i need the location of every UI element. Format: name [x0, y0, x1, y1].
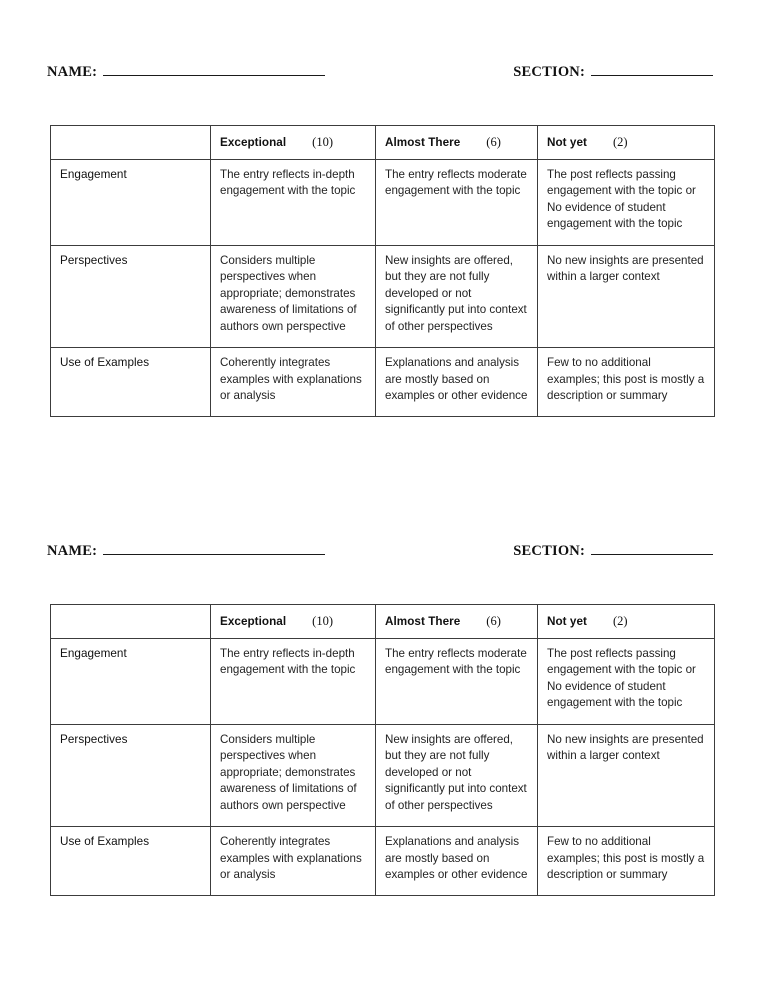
rubric-header-row [51, 605, 715, 639]
section-blank-line[interactable] [591, 64, 713, 76]
column-label: Not yet [547, 136, 587, 149]
rubric-header-not-yet [538, 605, 715, 639]
name-blank-line[interactable] [103, 64, 325, 76]
column-label: Almost There [385, 136, 461, 149]
name-field-group [47, 543, 325, 560]
rubric-table [50, 125, 715, 417]
criterion-descriptor: The post reflects passing engagement with the topic or No evidence of student engagement with the topic [538, 639, 715, 725]
section-label: SECTION: [513, 543, 585, 559]
criterion-label: Use of Examples [51, 348, 211, 417]
name-blank-line[interactable] [103, 543, 325, 555]
criterion-descriptor: The entry reflects in-depth engagement with the topic [211, 160, 376, 246]
table-row [51, 639, 715, 725]
section-field-group [513, 64, 713, 81]
criterion-descriptor: Explanations and analysis are mostly based on examples or other evidence [376, 827, 538, 896]
criterion-descriptor: New insights are offered, but they are not fully developed or not significantly put into context of other perspectives [376, 724, 538, 826]
criterion-descriptor: Considers multiple perspectives when appropriate; demonstrates awareness of limitations of authors own perspective [211, 245, 376, 347]
column-label: Not yet [547, 615, 587, 628]
rubric-header-exceptional [211, 605, 376, 639]
criterion-label: Engagement [51, 160, 211, 246]
column-label: Exceptional [220, 136, 287, 149]
name-label: NAME: [47, 64, 98, 80]
column-score: (10) [312, 135, 333, 149]
rubric-header-not-yet [538, 126, 715, 160]
criterion-label: Engagement [51, 639, 211, 725]
rubric-header-row [51, 126, 715, 160]
rubric-header-corner [51, 605, 211, 639]
criterion-descriptor: The post reflects passing engagement with the topic or No evidence of student engagement with the topic [538, 160, 715, 246]
column-score: (6) [486, 135, 501, 149]
criterion-descriptor: Few to no additional examples; this post is mostly a description or summary [538, 827, 715, 896]
name-field-group [47, 64, 325, 81]
rubric-header-almost-there [376, 126, 538, 160]
criterion-descriptor: The entry reflects moderate engagement with the topic [376, 160, 538, 246]
criterion-descriptor: Coherently integrates examples with explanations or analysis [211, 827, 376, 896]
identification-line [47, 543, 713, 565]
column-label: Almost There [385, 615, 461, 628]
criterion-descriptor: Explanations and analysis are mostly based on examples or other evidence [376, 348, 538, 417]
column-score: (6) [486, 614, 501, 628]
table-row [51, 160, 715, 246]
section-blank-line[interactable] [591, 543, 713, 555]
rubric-header-almost-there [376, 605, 538, 639]
criterion-label: Use of Examples [51, 827, 211, 896]
rubric-table [50, 604, 715, 896]
criterion-descriptor: Coherently integrates examples with explanations or analysis [211, 348, 376, 417]
criterion-label: Perspectives [51, 724, 211, 826]
identification-line [47, 64, 713, 86]
section-field-group [513, 543, 713, 560]
table-row [51, 348, 715, 417]
table-row [51, 827, 715, 896]
criterion-descriptor: Few to no additional examples; this post is mostly a description or summary [538, 348, 715, 417]
criterion-descriptor: New insights are offered, but they are not fully developed or not significantly put into context of other perspectives [376, 245, 538, 347]
table-row [51, 245, 715, 347]
criterion-label: Perspectives [51, 245, 211, 347]
rubric-header-exceptional [211, 126, 376, 160]
table-row [51, 724, 715, 826]
column-label: Exceptional [220, 615, 287, 628]
criterion-descriptor: The entry reflects moderate engagement with the topic [376, 639, 538, 725]
column-score: (2) [612, 135, 628, 149]
column-score: (2) [612, 614, 628, 628]
name-label: NAME: [47, 543, 98, 559]
criterion-descriptor: No new insights are presented within a larger context [538, 245, 715, 347]
criterion-descriptor: The entry reflects in-depth engagement with the topic [211, 639, 376, 725]
column-score: (10) [312, 614, 333, 628]
criterion-descriptor: Considers multiple perspectives when appropriate; demonstrates awareness of limitations of authors own perspective [211, 724, 376, 826]
rubric-header-corner [51, 126, 211, 160]
criterion-descriptor: No new insights are presented within a larger context [538, 724, 715, 826]
section-label: SECTION: [513, 64, 585, 80]
